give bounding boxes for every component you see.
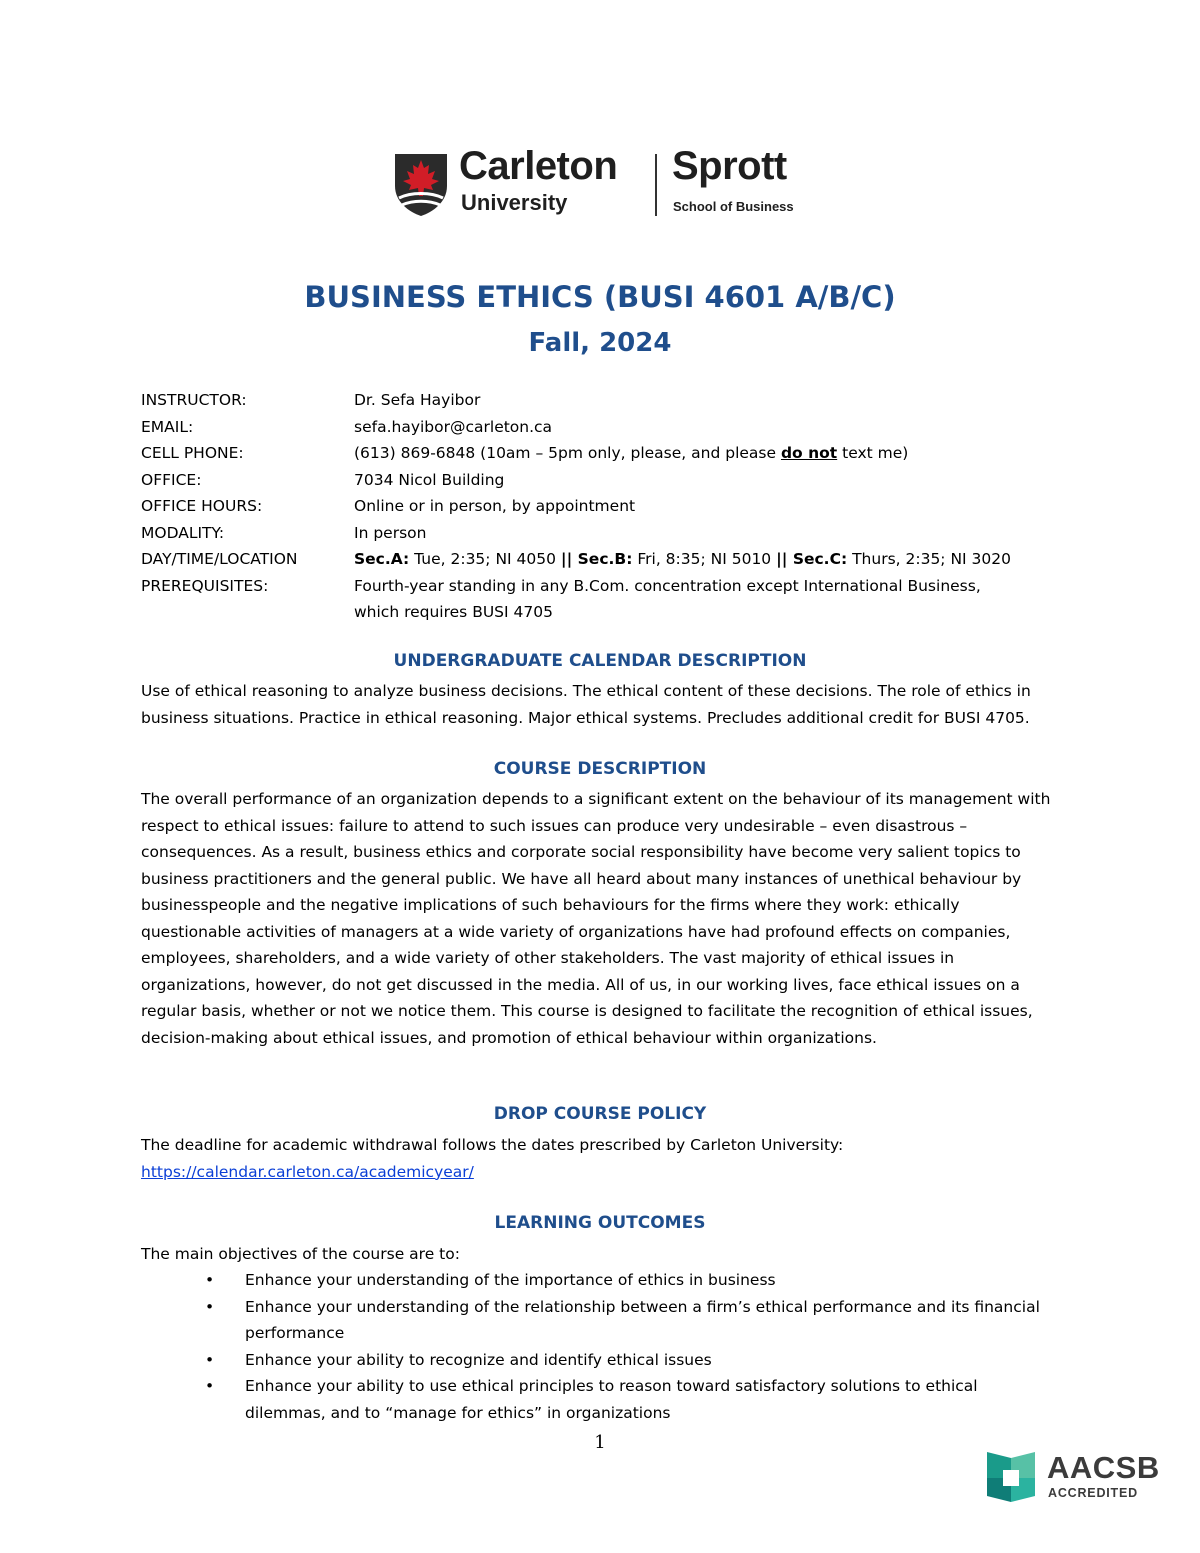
- aacsb-text: AACSB: [1047, 1450, 1160, 1485]
- drop-policy: [141, 1132, 1061, 1185]
- phone-text: (613) 869-6848 (10am – 5pm only, please, and please: [354, 444, 781, 462]
- prereq-line-1: Fourth-year standing in any B.Com. concentration except International Business,: [354, 576, 981, 595]
- info-label: PREREQUISITES:: [141, 576, 269, 595]
- info-label: CELL PHONE:: [141, 444, 244, 462]
- separator: ||: [776, 550, 788, 568]
- calendar-heading: UNDERGRADUATE CALENDAR DESCRIPTION: [393, 651, 807, 671]
- info-label: EMAIL:: [141, 417, 194, 436]
- logo-divider: [655, 154, 657, 216]
- schedule: [354, 546, 1081, 573]
- section-b: Fri, 8:35; NI 5010: [632, 550, 777, 568]
- page-number: 1: [594, 1432, 606, 1453]
- info-label: OFFICE HOURS:: [141, 497, 263, 515]
- section-c-label: Sec.C:: [787, 550, 848, 568]
- list-item: • Enhance your ability to recognize and identify ethical issues: [141, 1347, 1061, 1374]
- info-row-modality: [141, 520, 1081, 547]
- info-row-phone: [141, 440, 1081, 467]
- aacsb-accredited-text: ACCREDITED: [1048, 1486, 1138, 1500]
- calendar-text: Use of ethical reasoning to analyze business decisions. The ethical content of these decisions. The role of ethics in business situations. Practice in ethical reasoning. Major ethical systems. Precludes additional credit for BUSI 4705.: [141, 682, 1031, 727]
- course-description-text: The overall performance of an organization depends to a significant extent on the behaviour of its management with respect to ethical issues: failure to attend to such issues can produce very undesirable – even disastrous – consequences. As a result, business ethics and corporate social responsibility have become very salient topics to business practitioners and the general public. We have all heard about many instances of unethical behaviour by businesspeople and the negative implications of such behaviours for the firms where they work: ethically questionable activities of managers at a wide variety of organizations have had profound effects on companies, employees, shareholders, and a wide variety of other stakeholders. The vast majority of ethical issues in organizations, however, do not get discussed in the media. All of us, in our working lives, face ethical issues on a regular basis, whether or not we notice them. This course is designed to facilitate the recognition of ethical issues, decision-making about ethical issues, and promotion of ethical behaviour within organizations.: [141, 790, 1051, 1047]
- academic-year-link[interactable]: https://calendar.carleton.ca/academicyear/: [141, 1162, 474, 1181]
- office-location: 7034 Nicol Building: [354, 470, 505, 489]
- course-info-table: [141, 387, 1081, 626]
- logo-carleton-text: Carleton: [459, 144, 618, 188]
- section-a: Tue, 2:35; NI 4050: [409, 550, 561, 568]
- info-label: MODALITY:: [141, 523, 225, 542]
- prerequisites: [354, 573, 1081, 626]
- section-a-label: Sec.A:: [354, 550, 410, 568]
- learning-outcomes-heading: LEARNING OUTCOMES: [494, 1213, 706, 1233]
- phone-emphasis: do not: [780, 444, 838, 462]
- drop-policy-heading: DROP COURSE POLICY: [493, 1104, 707, 1124]
- course-term: Fall, 2024: [528, 328, 672, 358]
- phone-text-end: text me): [837, 444, 909, 462]
- logo-school-text: School of Business: [673, 199, 794, 214]
- logo-university-text: University: [461, 190, 568, 215]
- list-item: • Enhance your understanding of the relationship between a firm’s ethical performance and its financial performance: [141, 1294, 1061, 1347]
- info-row-instructor: [141, 387, 1081, 414]
- info-row-hours: [141, 493, 1081, 520]
- logo-sprott-text: Sprott: [672, 144, 787, 188]
- aacsb-logo-icon: [985, 1448, 1037, 1506]
- carleton-sprott-logo: [393, 146, 813, 222]
- info-row-prereq: [141, 573, 1081, 626]
- info-row-email: [141, 414, 1081, 441]
- instructor-phone: [354, 440, 1081, 467]
- learning-outcomes-list: [141, 1267, 1061, 1426]
- instructor-email: sefa.hayibor@carleton.ca: [354, 417, 553, 436]
- info-row-office: [141, 467, 1081, 494]
- course-title: BUSINESS ETHICS (BUSI 4601 A/B/C): [304, 280, 896, 314]
- modality: In person: [354, 523, 427, 542]
- drop-policy-text: The deadline for academic withdrawal follows the dates prescribed by Carleton University:: [141, 1136, 844, 1154]
- info-label: OFFICE:: [141, 470, 202, 489]
- list-item: • Enhance your ability to use ethical principles to reason toward satisfactory solutions to ethical dilemmas, and to “manage for ethics” in organizations: [141, 1373, 1061, 1426]
- instructor-name: Dr. Sefa Hayibor: [354, 391, 481, 409]
- course-description-heading: COURSE DESCRIPTION: [493, 759, 707, 779]
- section-b-label: Sec.B:: [572, 550, 633, 568]
- carleton-shield-icon: [393, 152, 449, 218]
- prereq-line-2: which requires BUSI 4705: [354, 603, 553, 621]
- learning-outcomes-intro: The main objectives of the course are to:: [141, 1245, 460, 1263]
- separator: ||: [560, 550, 573, 568]
- section-c: Thurs, 2:35; NI 3020: [847, 550, 1011, 568]
- list-item: • Enhance your understanding of the importance of ethics in business: [141, 1267, 1061, 1294]
- info-row-schedule: [141, 546, 1081, 573]
- office-hours: Online or in person, by appointment: [354, 497, 636, 515]
- aacsb-badge: [985, 1448, 1160, 1510]
- info-label: DAY/TIME/LOCATION: [141, 550, 298, 568]
- info-label: INSTRUCTOR:: [141, 391, 247, 409]
